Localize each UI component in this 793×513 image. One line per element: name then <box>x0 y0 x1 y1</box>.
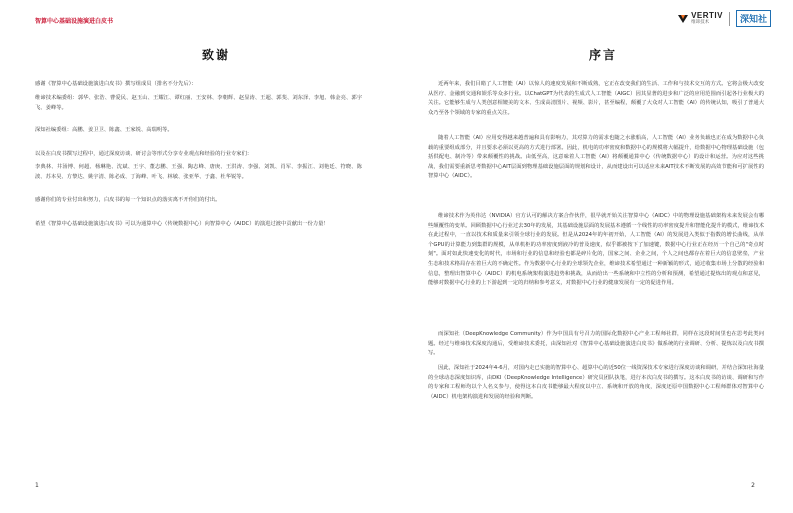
ack-paragraph-1: 感谢《智算中心基础设施演进白皮书》撰写组成员（排名不分先后）： <box>35 81 197 87</box>
vertiv-cn: 维谛技术 <box>691 19 710 25</box>
ack-paragraph-6: 感谢你们的专业付出和努力，白皮书的每一个知识点的落实离不开你们的付出。 <box>35 197 221 203</box>
preface-paragraph-2: 随着人工智能（AI）应用变得越来越普遍和具有影响力，其对算力的需求也随之水涨船高，人工智能（AI）业务负载也正在成为数据中心负载的重要组成部分，并且要求必须以更高的方式进行部署。因此，机电的功率密度和数据中心的规模将大幅提升，给数据中心物理基础设施（包括供配电、制冷等）带来颠覆性的挑战。由低至高，这意味着人工智能（AI）将颠覆通算中心（传统数据中心）的设计和运营。为应对这些挑战，我们需要重新思考数据中心AIT层面到物理基础设施层面的规划和设计，从而建设出可以适应未来AIT技术不断发展的高效节能和可扩展性的智算中心（AIDC）。 <box>428 135 764 180</box>
preface-paragraph-1: 近两年来，我们目睹了人工智能（AI）以惊人的速度发展和不断成熟，它正在改变我们的生活、工作和与技术交互的方式。它将会极大改变从医疗、金融到交通和娱乐等众多行业。以ChatGPT为代表的生成式人工智能（AIGC）因其显著的进步和广泛的应用范围而引起各行业极大的关注。它能够生成与人类创意相媲美的文本、生成高清图片、视频、影片，甚至编程，颠覆了大众对人工智能（AI）的传统认知，吸引了普通大众乃至各个领域的专家的重点关注。 <box>428 81 764 116</box>
header-document-title: 智算中心基础设施演进白皮书 <box>35 18 114 25</box>
ack-paragraph-7: 希望《智算中心基础设施演进白皮书》可以为通算中心（传统数据中心）向智算中心（AIDC）的演进过渡中贡献出一份力量！ <box>35 221 329 227</box>
page-number-right: 2 <box>751 482 755 489</box>
page-number-left: 1 <box>35 482 39 489</box>
ack-paragraph-4: 以及在白皮书撰写过程中，通过深度访谈、研讨会等形式分享专业观点和经验的行业专家们： <box>35 151 253 157</box>
deepknowledge-logo: 深知社 <box>736 10 771 27</box>
logo-divider <box>729 12 730 26</box>
ack-paragraph-2: 维谛技术编委组：郭华、张浩、曹爱民、赵玉山、王耀江、谭红丽、王安林、李朝辉、赵显涛、王超、郭斐、刘东泽、李旭、韩金亮、郭宇飞、姜峰等。 <box>35 95 362 111</box>
vertiv-name: VERTIV <box>691 10 723 20</box>
acknowledgement-title: 致谢 <box>201 48 230 62</box>
ack-paragraph-3: 深知社编委组：高鹏、姜卫卫、陈鑫、王家锐、高瑞明等。 <box>35 127 173 133</box>
preface-paragraph-4: 而深知社（DeepKnowledge Community）作为中国具有号召力的国际化数据中心产业工程师社群，同样在这段时间里也在思考此类问题。经过与维谛技术深度沟通后，受维谛技术委托，由深知社对《智算中心基础设施演进白皮书》做系统的行业调研、分析、提炼以及白皮书撰写。 <box>428 331 764 357</box>
vertiv-mark-icon <box>678 14 688 24</box>
preface-paragraph-5: 因此，深知社于2024年4-6月，对国内走已实施的智算中心、超算中心的近50位一线资深技术专家进行深度访谈和调研，并结合深知社海量的全球动态深度知识库，由DKI（DeepKnowledge Intelligence）研究员团队执笔，进行本次白皮书的撰写。这本白皮书的访谈、调研和写作的专家和工程师均以个人名义参与，使得这本白皮书能够最大程度以中立、系统和开放的角度，深度还原中国数据中心工程师群体对智算中心（AIDC）机电架构演进和发展的经验和判断。 <box>428 365 764 400</box>
ack-paragraph-5: 李典林、井汤博、何超、杨琳艳、沈斌、王宇、董志鹏、王强、陶志峰、唐庚、王洪涛、李强、刘凯、肖军、李振江、刘艳廷、符晓、陈波、苏本昊、方黎达、姚宇清、陈必成、丁海峰、叶飞、林敏、张亚华、于鑫、杜华锐等。 <box>35 164 362 180</box>
preface-paragraph-3: 维谛技术作为英伟达（NVIDIA）官方认可的解决方案合作伙伴，很早就开始关注智算中心（AIDC）中的物理设施基础架构未来发展会有哪些颠覆性的变革。回顾数据中心行业过去30年的发展，其基础设施层面的发展基本遵循一个线性的功率密度提升和智能化提升的模式，维谛技术在此过程中，一直以技术和质量来引领全球行业的发展。但是从2024年的年初开始，人工智能（AI）的发展进入类似于指数的增长曲线，从单个GPU的计算能力到集群的规模，从单机柜的功率密度到液冷的普及速度，似乎都被按下了加速键，数据中心行业正在经历一个自己的"奇点时刻"。面对如此快速变化的时代，市场和行业的信息和经验也都是碎片化的，国家之间、企业之间，个人之间也都存在着巨大的信息壁垒，产业生态和技术格局存在着巨大的不确定性。作为数据中心行业的全球领先企业，维谛技术希望通过一种新颖的形式，通过收集市场上分散的经验和信息，整理出智算中心（AIDC）的机电系统架构演进趋势和挑战，从而给出一些系统和中立性的分析和预测，希望通过提炼出的观点和意见，能够对数据中心行业的上下游起到一定的归纳和参考意义，对数据中心行业的健康发展有一定的促进作用。 <box>428 213 764 287</box>
vertiv-logo <box>678 12 723 26</box>
header-logos <box>678 10 771 27</box>
preface-title: 序言 <box>588 48 617 62</box>
